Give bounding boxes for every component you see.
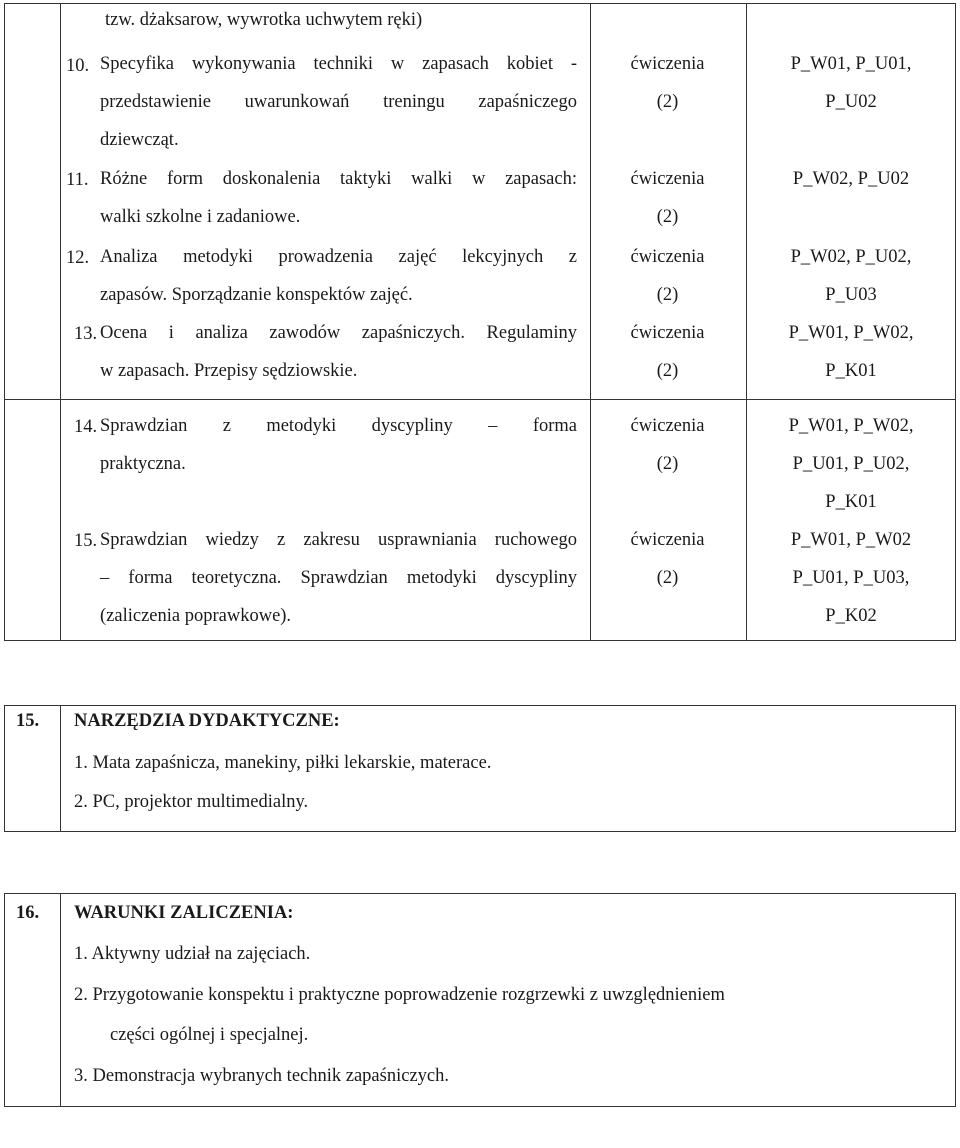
form-type: ćwiczenia — [630, 416, 705, 436]
effect-line: P_U02 — [825, 92, 877, 112]
effect-line: P_W01, P_W02, — [788, 416, 914, 436]
section-number: 15. — [16, 711, 40, 731]
row-number: 15. — [74, 531, 98, 551]
form-type: ćwiczenia — [630, 530, 705, 550]
topic-line: praktyczna. — [100, 454, 186, 474]
section-number: 16. — [16, 903, 40, 923]
row-topic — [100, 314, 577, 390]
form-hours: (2) — [656, 454, 679, 474]
effect-line: P_U01, P_U02, — [792, 454, 910, 474]
section-divider — [60, 894, 61, 1106]
row-effects — [746, 521, 956, 635]
list-item: 3. Demonstracja wybranych technik zapaśniczych. — [74, 1066, 449, 1086]
topic-line: – forma teoretyczna. Sprawdzian metodyki dyscypliny — [100, 568, 577, 588]
form-hours: (2) — [656, 285, 679, 305]
section-divider — [60, 706, 61, 831]
topic-line: zapasów. Sporządzanie konspektów zajęć. — [100, 285, 413, 305]
list-item: 1. Mata zapaśnicza, manekiny, piłki lekarskie, materace. — [74, 753, 492, 773]
row-form — [590, 45, 745, 121]
topic-line: Analiza metodyki prowadzenia zajęć lekcyjnych z — [100, 247, 577, 267]
topic-line: przedstawienie uwarunkowań treningu zapaśniczego — [100, 92, 577, 112]
form-hours: (2) — [656, 361, 679, 381]
row-form — [590, 160, 745, 236]
row-effects — [746, 45, 956, 121]
row-topic — [100, 238, 577, 314]
row-intro-text: tzw. dżaksarow, wywrotka uchwytem ręki) — [105, 10, 423, 30]
row-form — [590, 238, 745, 314]
row-effects — [746, 314, 956, 390]
topic-line: Różne form doskonalenia taktyki walki w zapasach: — [100, 169, 577, 189]
row-effects — [746, 160, 956, 198]
row-form — [590, 407, 745, 483]
row-divider — [5, 399, 955, 400]
row-number: 13. — [74, 324, 98, 344]
effect-line: P_K02 — [825, 606, 877, 626]
effect-line: P_W01, P_W02, — [788, 323, 914, 343]
row-number: 12. — [66, 248, 90, 268]
row-topic — [100, 521, 577, 635]
topic-line: dziewcząt. — [100, 130, 179, 150]
list-item: 2. Przygotowanie konspektu i praktyczne poprowadzenie rozgrzewki z uwzględnieniem — [74, 985, 725, 1005]
section-title: NARZĘDZIA DYDAKTYCZNE: — [74, 711, 340, 731]
column-divider — [60, 4, 61, 640]
effect-line: P_W02, P_U02, — [790, 247, 912, 267]
topic-line: Specyfika wykonywania techniki w zapasach kobiet - — [100, 54, 577, 74]
topic-line: Sprawdzian wiedzy z zakresu usprawniania ruchowego — [100, 530, 577, 550]
row-form — [590, 521, 745, 597]
row-topic — [100, 407, 577, 483]
effect-line: P_K01 — [825, 492, 877, 512]
form-type: ćwiczenia — [630, 323, 705, 343]
effect-line: P_U01, P_U03, — [792, 568, 910, 588]
topic-line: Ocena i analiza zawodów zapaśniczych. Regulaminy — [100, 323, 577, 343]
row-number: 11. — [66, 170, 89, 190]
list-item-continuation: części ogólnej i specjalnej. — [110, 1025, 309, 1045]
effect-line: P_K01 — [825, 361, 877, 381]
form-hours: (2) — [656, 207, 679, 227]
row-topic — [100, 45, 577, 159]
topic-line: walki szkolne i zadaniowe. — [100, 207, 301, 227]
section-teaching-tools — [4, 705, 956, 832]
form-hours: (2) — [656, 568, 679, 588]
list-item: 2. PC, projektor multimedialny. — [74, 792, 309, 812]
effect-line: P_W01, P_W02 — [790, 530, 912, 550]
section-title: WARUNKI ZALICZENIA: — [74, 903, 294, 923]
form-hours: (2) — [656, 92, 679, 112]
topic-line: w zapasach. Przepisy sędziowskie. — [100, 361, 358, 381]
effect-line: P_W02, P_U02 — [792, 169, 910, 189]
list-item: 1. Aktywny udział na zajęciach. — [74, 944, 311, 964]
form-type: ćwiczenia — [630, 54, 705, 74]
topic-line: (zaliczenia poprawkowe). — [100, 606, 292, 626]
effect-line: P_U03 — [825, 285, 877, 305]
form-type: ćwiczenia — [630, 169, 705, 189]
topic-line: Sprawdzian z metodyki dyscypliny – forma — [100, 416, 577, 436]
effect-line: P_W01, P_U01, — [790, 54, 912, 74]
row-form — [590, 314, 745, 390]
row-effects — [746, 238, 956, 314]
row-topic — [100, 160, 577, 236]
row-number: 14. — [74, 417, 98, 437]
section-assessment-conditions — [4, 893, 956, 1107]
form-type: ćwiczenia — [630, 247, 705, 267]
row-number: 10. — [66, 56, 90, 76]
row-effects — [746, 407, 956, 521]
